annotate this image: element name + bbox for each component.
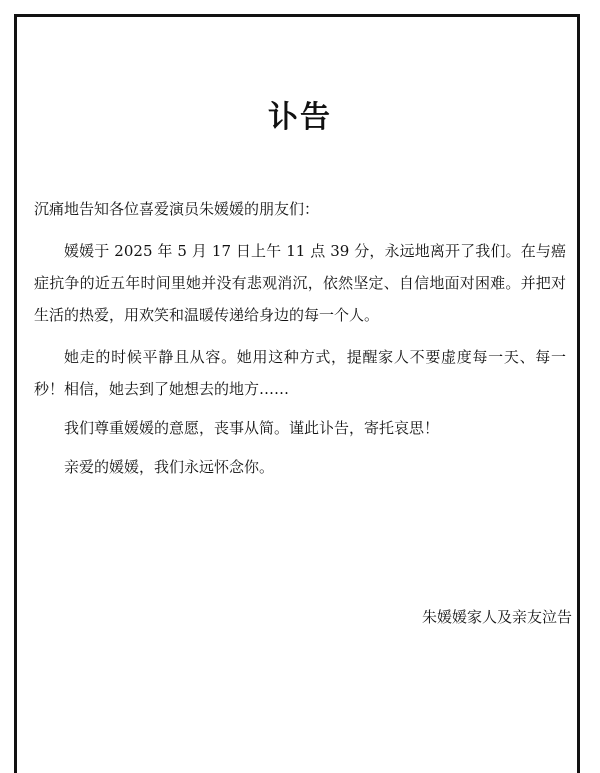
paragraph-4: 亲爱的媛媛，我们永远怀念你。 xyxy=(64,458,275,476)
paragraph-1: 媛媛于 2025 年 5 月 17 日上午 11 点 39 分，永远地离开了我们。在与癌症抗争的近五年时间里她并没有悲观消沉，依然坚定、自信地面对困难。并把对生活的热爱，用欢笑和温暖传递给身边的每一个人。 xyxy=(34,242,566,324)
salutation: 沉痛地告知各位喜爱演员朱媛媛的朋友们： xyxy=(34,200,320,218)
document-body xyxy=(34,193,566,483)
paragraph-2: 她走的时候平静且从容。她用这种方式，提醒家人不要虚度每一天、每一秒！相信，她去到了她想去的地方…… xyxy=(34,348,566,398)
document-title: 讣告 xyxy=(268,100,332,135)
paragraph-3: 我们尊重媛媛的意愿，丧事从简。谨此讣告，寄托哀思！ xyxy=(64,419,440,437)
signature: 朱媛媛家人及亲友泣告 xyxy=(421,608,572,626)
